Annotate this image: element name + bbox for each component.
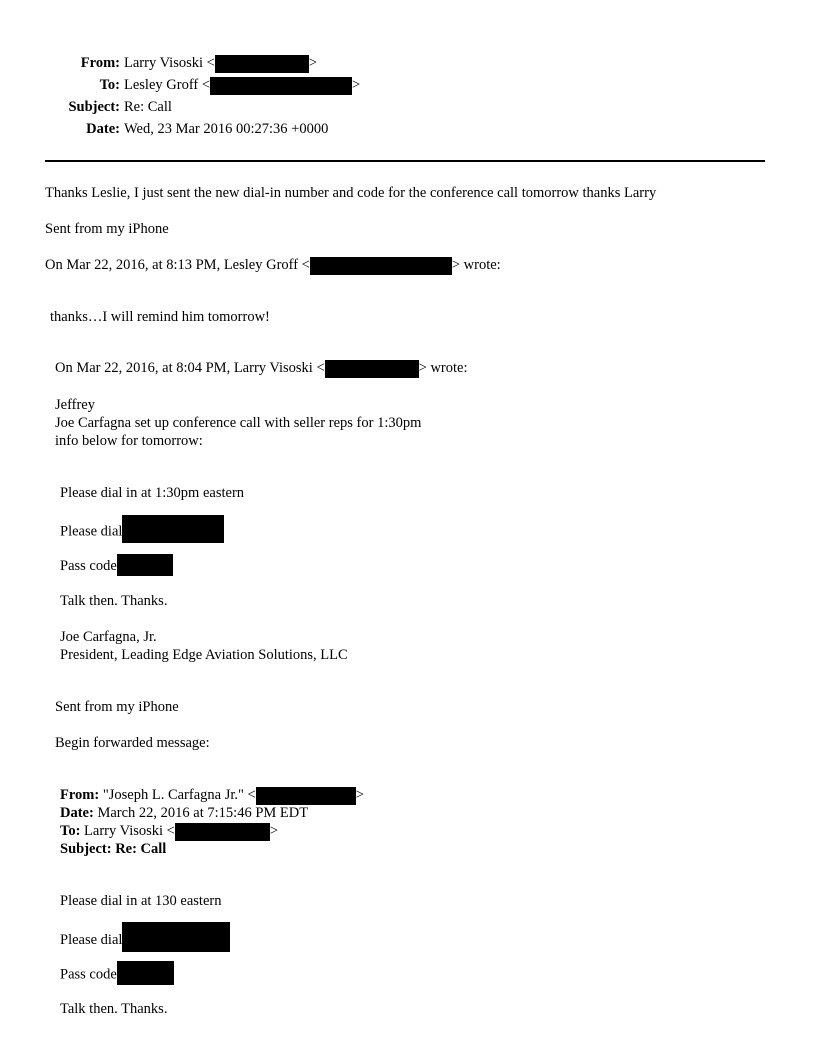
quote2-line3: info below for tomorrow: — [55, 433, 203, 449]
fwd-subject-line: Subject: Re: Call — [60, 841, 167, 857]
redacted-pass-code — [117, 554, 173, 576]
sent-from-iphone: Sent from my iPhone — [45, 221, 169, 237]
fwd-pass-code-line: Pass code — [60, 964, 174, 985]
fwd-dial-in-time: Please dial in at 130 eastern — [60, 893, 222, 909]
sent-from-iphone-2: Sent from my iPhone — [55, 699, 179, 715]
redacted-email — [215, 55, 309, 73]
redacted-email — [310, 257, 452, 275]
pass-code-line: Pass code — [60, 556, 173, 576]
quote1-text: thanks…I will remind him tomorrow! — [50, 309, 270, 325]
header-divider — [45, 160, 765, 162]
quote2-line1: Jeffrey — [55, 397, 95, 413]
header-to-label: To: — [99, 77, 120, 93]
header-to-value: Lesley Groff < > — [124, 77, 361, 93]
redacted-pass-code — [117, 961, 174, 985]
quote2-intro: On Mar 22, 2016, at 8:04 PM, Larry Visoski < > wrote: — [55, 360, 468, 376]
talk-then: Talk then. Thanks. — [60, 593, 168, 609]
begin-forwarded: Begin forwarded message: — [55, 735, 210, 751]
redacted-email — [175, 823, 270, 841]
header-date-value: Wed, 23 Mar 2016 00:27:36 +0000 — [124, 121, 329, 137]
header-subject-value: Re: Call — [124, 99, 172, 115]
fwd-please-dial-line: Please dial — [60, 928, 230, 948]
fwd-date-line: Date: March 22, 2016 at 7:15:46 PM EDT — [60, 805, 309, 821]
dial-in-time: Please dial in at 1:30pm eastern — [60, 485, 245, 501]
signature-name: Joe Carfagna, Jr. — [60, 629, 157, 645]
header-subject-label: Subject: — [68, 99, 120, 115]
quote2-line2: Joe Carfagna set up conference call with seller reps for 1:30pm — [55, 415, 422, 431]
reply-text: Thanks Leslie, I just sent the new dial-in number and code for the conference call tomorrow thanks Larry — [45, 185, 657, 201]
redacted-email — [210, 77, 352, 95]
redacted-phone — [122, 922, 230, 952]
header-date-label: Date: — [86, 121, 120, 137]
header-from-label: From: — [80, 55, 120, 71]
redacted-email — [325, 360, 419, 378]
header-from-value: Larry Visoski < > — [124, 55, 317, 71]
signature-title: President, Leading Edge Aviation Solutions, LLC — [60, 647, 348, 663]
fwd-talk-then: Talk then. Thanks. — [60, 1001, 168, 1017]
quote1-intro: On Mar 22, 2016, at 8:13 PM, Lesley Groff < > wrote: — [45, 257, 501, 273]
redacted-email — [256, 787, 356, 805]
redacted-phone — [122, 515, 224, 543]
please-dial-line: Please dial — [60, 520, 224, 540]
fwd-to-line: To: Larry Visoski < > — [60, 823, 279, 839]
fwd-from-line: From: "Joseph L. Carfagna Jr." < > — [60, 787, 364, 803]
